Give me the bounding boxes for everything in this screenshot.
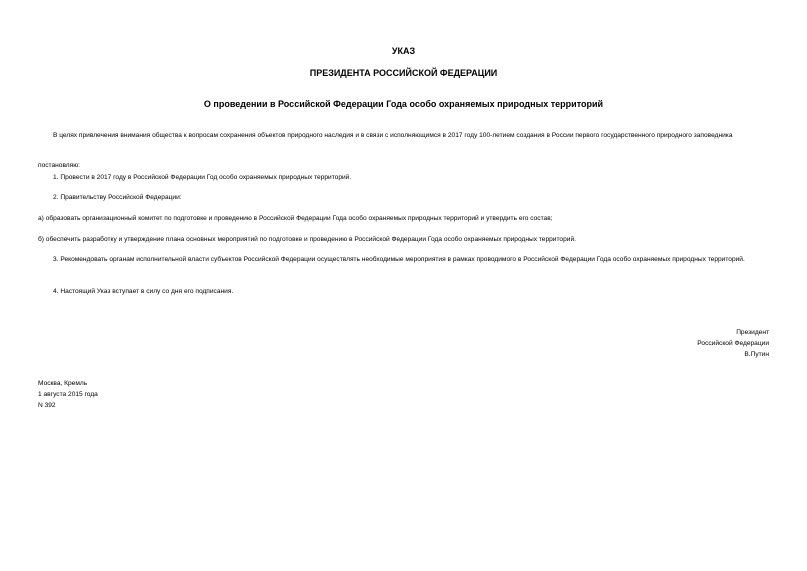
place-date-block [38, 378, 98, 411]
signature-block [697, 327, 769, 360]
item-2-paragraph: 2. Правительству Российской Федерации: [53, 194, 182, 201]
item-1-paragraph: 1. Провести в 2017 году в Российской Федерации Год особо охраняемых природных территорий. [53, 174, 352, 181]
document-type-heading: УКАЗ [391, 46, 416, 56]
signature-title-line2: Российской Федерации [697, 340, 769, 347]
item-3-paragraph: 3. Рекомендовать органам исполнительной власти субъектов Российской Федерации осуществлять необходимые мероприятия в рамках проводимого в Российской Федерации Года особо охраняемых природных территорий. [53, 256, 745, 263]
issuer-heading: ПРЕЗИДЕНТА РОССИЙСКОЙ ФЕДЕРАЦИИ [309, 68, 498, 78]
signatory-name: В.Путин [744, 351, 769, 358]
item-4-paragraph: 4. Настоящий Указ вступает в силу со дня его подписания. [53, 288, 234, 295]
preamble-paragraph: В целях привлечения внимания общества к вопросам сохранения объектов природного наследия и в связи с исполняющимся в 2017 году 100-летием создания в России первого государственного природного заповедника [53, 132, 733, 139]
signing-date: 1 августа 2015 года [38, 391, 98, 398]
document-title: О проведении в Российской Федерации Года особо охраняемых природных территорий [203, 99, 604, 109]
item-2b-paragraph: б) обеспечить разработку и утверждение плана основных мероприятий по подготовке и проведению в Российской Федерации Года особо охраняемых природных территорий. [38, 236, 576, 243]
resolve-paragraph: постановляю: [38, 162, 81, 169]
item-2a-paragraph: а) образовать организационный комитет по подготовке и проведению в Российской Федерации Года особо охраняемых природных территорий и утвердить его состав; [38, 215, 553, 222]
signature-title-line1: Президент [736, 329, 769, 336]
signing-place: Москва, Кремль [38, 380, 88, 387]
decree-number: N 392 [38, 402, 56, 409]
